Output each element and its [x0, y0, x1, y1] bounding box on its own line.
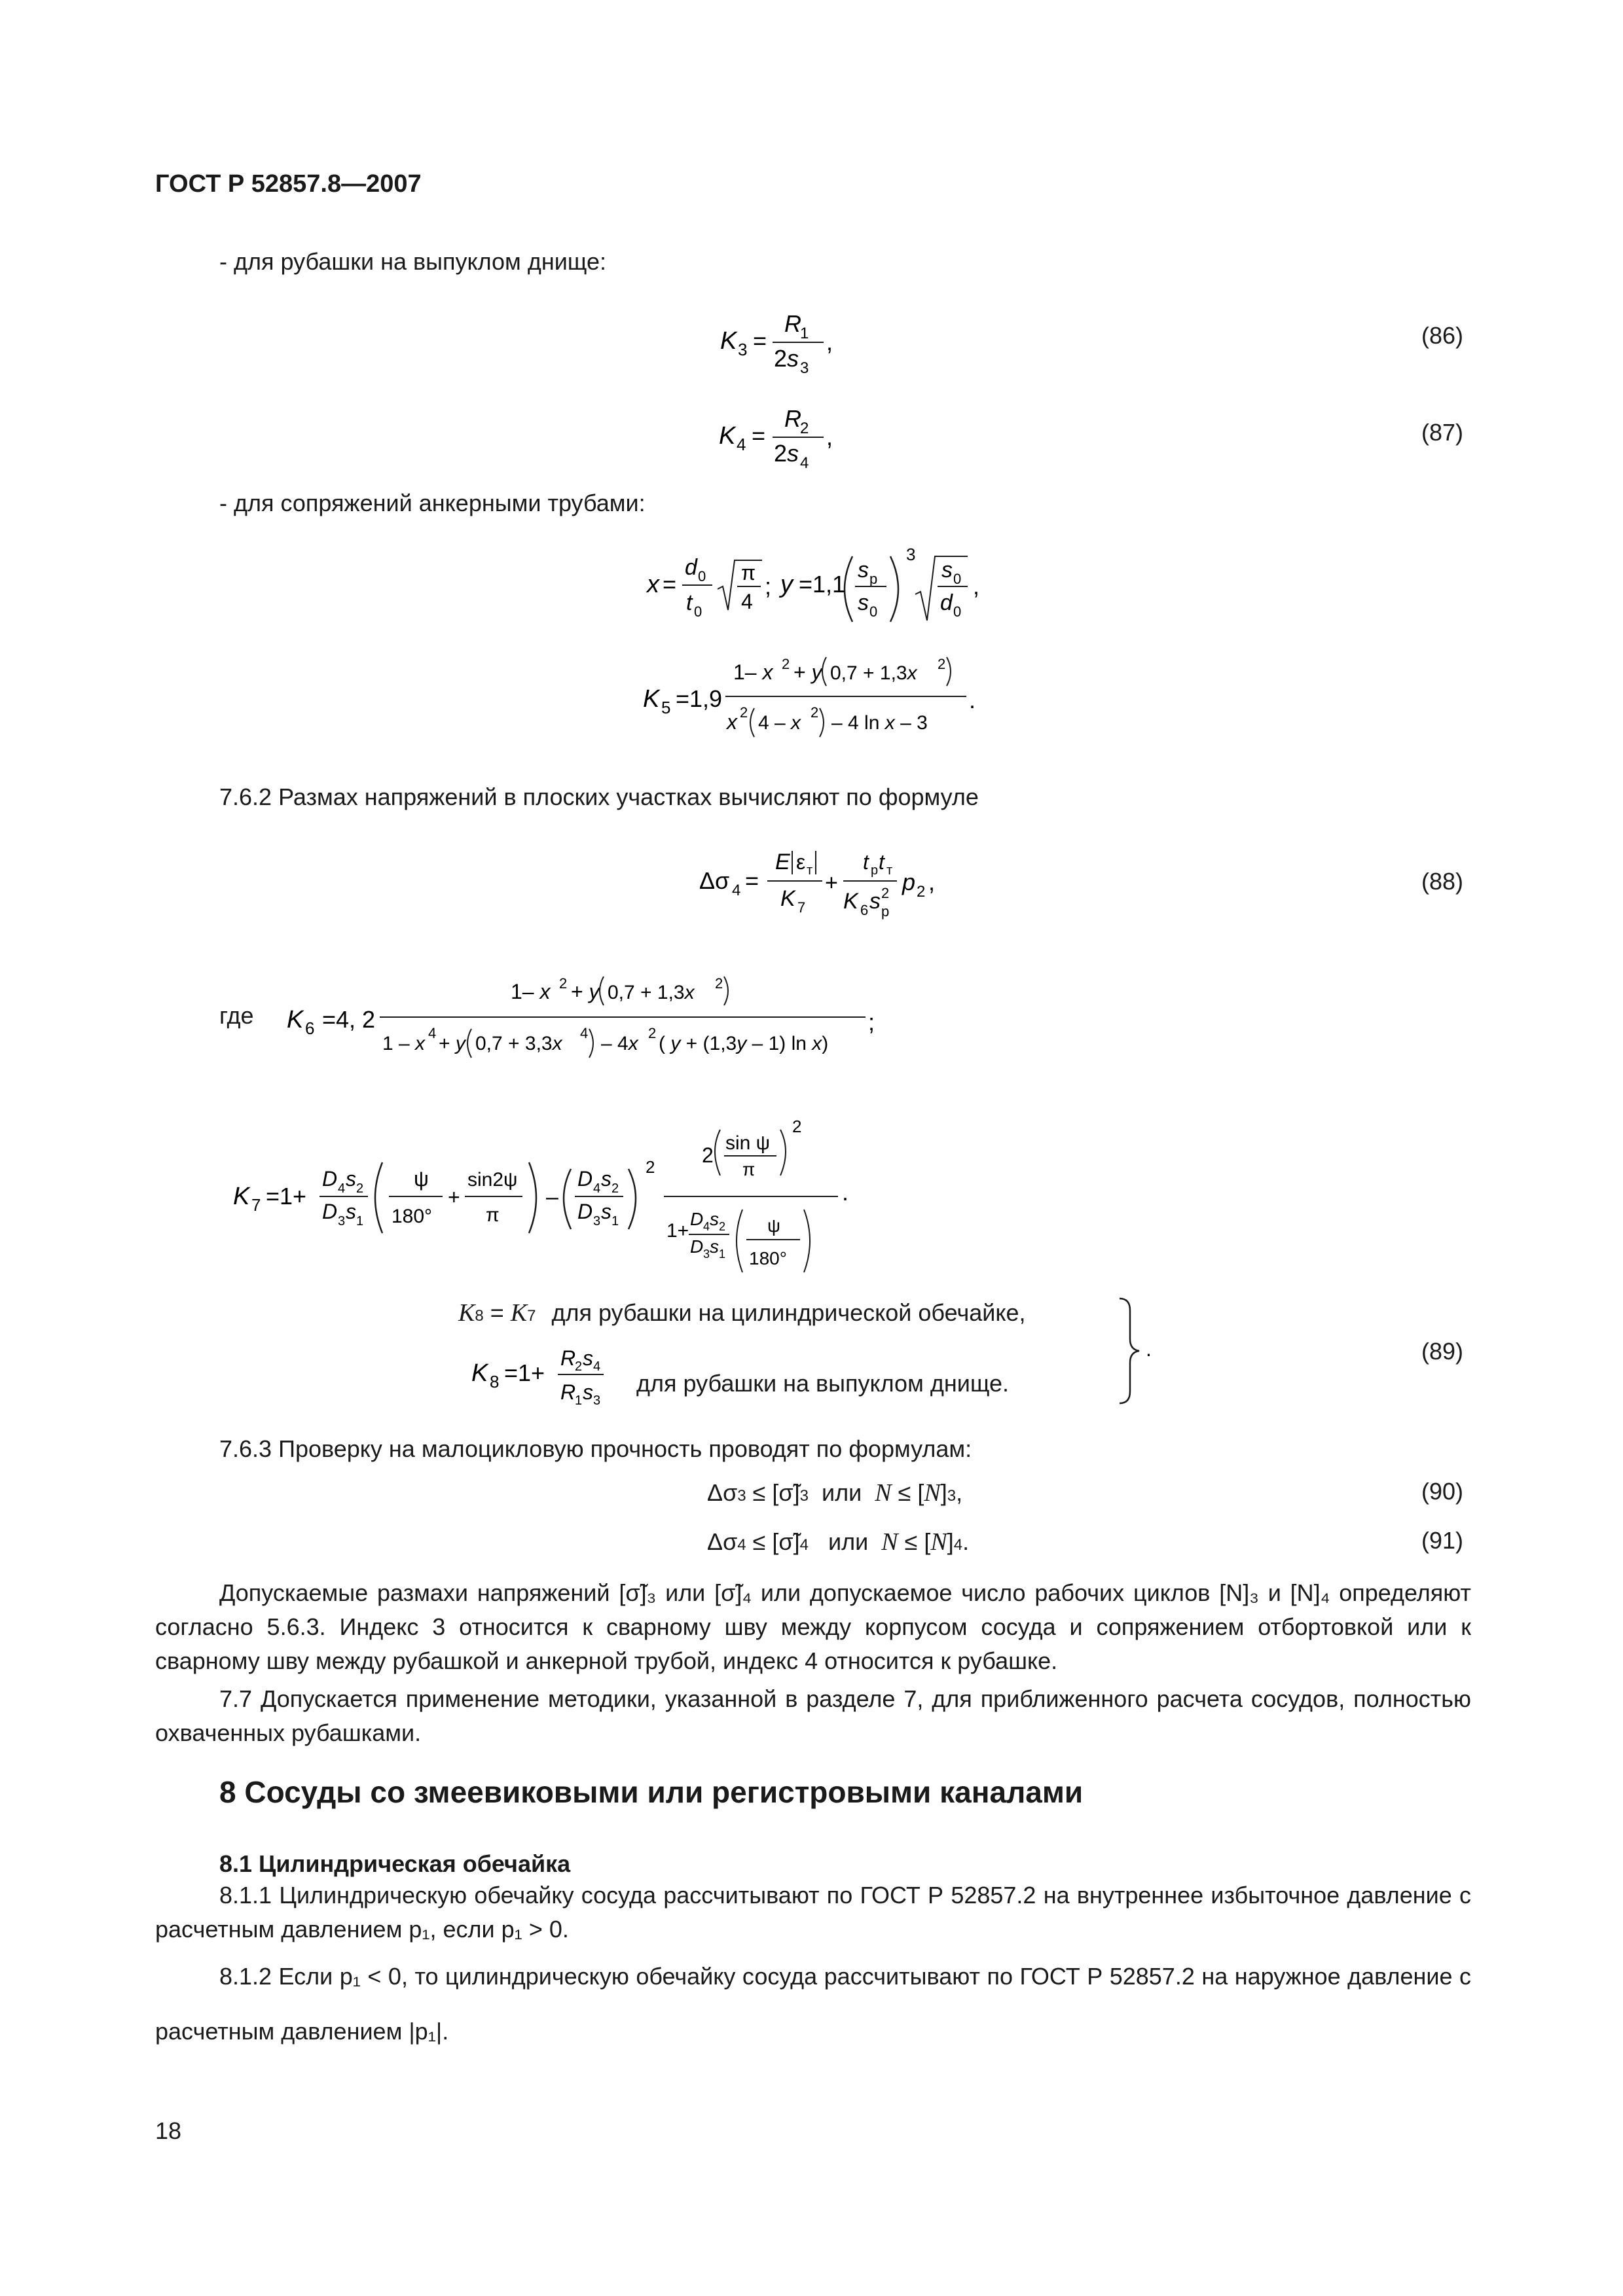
svg-text:0: 0 [694, 603, 702, 620]
svg-text:2s: 2s [774, 345, 799, 372]
svg-text:2: 2 [917, 883, 926, 901]
svg-text:7: 7 [251, 1195, 261, 1215]
svg-text:R: R [784, 310, 801, 337]
svg-text:s: s [583, 1380, 593, 1404]
equation-number-86: (86) [1421, 322, 1463, 349]
svg-text:4: 4 [580, 1025, 589, 1041]
svg-text:,: , [826, 423, 833, 450]
svg-text:( y + (1,3y – 1) ln x): ( y + (1,3y – 1) ln x) [659, 1033, 829, 1054]
svg-text:π: π [741, 561, 756, 584]
svg-text:=: = [753, 327, 767, 354]
svg-text:2: 2 [881, 885, 890, 901]
svg-text:ε: ε [796, 850, 806, 874]
svg-text:=: = [745, 867, 759, 894]
svg-text:y: y [780, 571, 793, 598]
equation-x-y [642, 537, 995, 635]
svg-text:K: K [287, 1006, 304, 1033]
svg-text:4 – x: 4 – x [758, 712, 801, 734]
svg-text:s: s [346, 1200, 356, 1223]
svg-text:=1+: =1+ [266, 1183, 307, 1210]
jacket-convex-bottom-intro: - для рубашки на выпуклом днище: [219, 248, 607, 275]
svg-text:+ y: + y [439, 1033, 465, 1054]
svg-text:p: p [902, 869, 916, 895]
equation-91: Δσ4 ≤ [σ̃]4 или N ≤ [N]4. [707, 1528, 970, 1556]
svg-text:+: + [448, 1185, 460, 1209]
svg-text:t: t [879, 850, 884, 874]
svg-text:π: π [486, 1204, 500, 1226]
paragraph-8-1-2: 8.1.2 Если p₁ < 0, то цилиндрическую обечайку сосуда рассчитывают по ГОСТ Р 52857.2 на наружное давление с расчетным давлением |p₁|. [155, 1963, 1471, 2045]
svg-text:.: . [969, 687, 976, 713]
svg-text:0,7 + 1,3x: 0,7 + 1,3x [830, 662, 917, 684]
equation-number-91: (91) [1421, 1527, 1463, 1554]
svg-text:s: s [710, 1236, 719, 1257]
equation-90: Δσ3 ≤ [σ̃]3 или N ≤ [N]3, [707, 1479, 963, 1507]
svg-text:=: = [663, 571, 677, 598]
svg-text:5: 5 [661, 698, 671, 717]
svg-text:3: 3 [593, 1214, 601, 1229]
k8-convex-text: для рубашки на выпуклом днище. [636, 1370, 1010, 1397]
svg-text:E: E [775, 850, 790, 874]
svg-text:D: D [322, 1200, 338, 1223]
svg-text:R: R [560, 1346, 576, 1370]
equation-86 [714, 298, 884, 383]
svg-text:D: D [577, 1200, 593, 1223]
svg-text:1– x: 1– x [733, 660, 773, 684]
svg-text:,: , [826, 329, 833, 355]
svg-text:+ y: + y [571, 980, 600, 1003]
section-8-heading: 8 Сосуды со змеевиковыми или регистровыми каналами [219, 1775, 1084, 1809]
svg-text:;: ; [765, 573, 772, 600]
svg-text:2: 2 [800, 420, 809, 437]
svg-text:K: K [780, 886, 795, 911]
svg-text:ψ: ψ [767, 1215, 780, 1236]
where-label: где [219, 1002, 254, 1029]
equation-number-90: (90) [1421, 1478, 1463, 1505]
svg-text:1: 1 [800, 325, 809, 342]
page-number: 18 [155, 2117, 182, 2144]
equation-88 [694, 838, 969, 936]
svg-text:s: s [601, 1200, 611, 1223]
svg-text:d: d [685, 555, 697, 580]
svg-text:4: 4 [593, 1181, 601, 1196]
svg-text:R: R [784, 405, 801, 432]
svg-text:s: s [858, 558, 869, 583]
svg-text:4: 4 [703, 1220, 710, 1233]
svg-text:.: . [1146, 1337, 1152, 1361]
svg-text:4: 4 [741, 590, 753, 613]
svg-text:+ y: + y [793, 660, 822, 684]
svg-text:D: D [690, 1236, 704, 1257]
svg-text:x: x [727, 710, 737, 734]
equation-number-88: (88) [1421, 868, 1463, 895]
svg-text:180°: 180° [392, 1206, 433, 1227]
subsection-8-1-heading: 8.1 Цилиндрическая обечайка [219, 1850, 571, 1877]
svg-text:4: 4 [593, 1359, 601, 1374]
svg-text:1: 1 [719, 1247, 726, 1261]
svg-text:2: 2 [702, 1143, 714, 1167]
svg-text:4: 4 [428, 1025, 437, 1041]
equation-k7 [229, 1113, 884, 1283]
paragraph-8-1-1: 8.1.1 Цилиндрическую обечайку сосуда рассчитывают по ГОСТ Р 52857.2 на внутреннее избыточное давление с расчетным давлением p₁, если p₁ > 0. [155, 1882, 1471, 1943]
svg-text:;: ; [868, 1009, 875, 1035]
svg-text:1– x: 1– x [511, 980, 551, 1003]
svg-text:0: 0 [953, 603, 962, 620]
svg-text:1: 1 [611, 1214, 619, 1229]
svg-text:0: 0 [953, 571, 962, 587]
svg-text:2s: 2s [774, 440, 799, 467]
svg-text:D: D [322, 1167, 338, 1191]
svg-text:3: 3 [593, 1393, 601, 1408]
svg-text:3: 3 [800, 359, 809, 377]
svg-text:=1+: =1+ [504, 1359, 545, 1386]
svg-text:K: K [471, 1359, 488, 1387]
svg-text:2: 2 [719, 1220, 726, 1233]
right-brace [1113, 1296, 1165, 1407]
svg-text:2: 2 [938, 656, 946, 672]
svg-text:180°: 180° [749, 1248, 787, 1268]
svg-text:x: x [647, 571, 659, 598]
svg-text:s: s [346, 1167, 356, 1191]
svg-text:р: р [881, 903, 890, 920]
svg-text:R: R [560, 1380, 576, 1404]
svg-text:=1,9: =1,9 [676, 685, 723, 712]
svg-text:7: 7 [797, 899, 806, 916]
svg-text:2: 2 [575, 1359, 583, 1374]
svg-text:s: s [858, 590, 869, 615]
paragraph-7-7: 7.7 Допускается применение методики, указанной в разделе 7, для приближенного расчета сосудов, полностью охваченных рубашками. [155, 1685, 1471, 1746]
svg-text:0,7 + 3,3x: 0,7 + 3,3x [475, 1033, 562, 1054]
svg-text:4: 4 [338, 1181, 346, 1196]
svg-text:d: d [940, 590, 953, 615]
svg-text:sin2ψ: sin2ψ [467, 1169, 518, 1191]
svg-text:=: = [752, 422, 766, 449]
svg-text:–: – [546, 1185, 558, 1210]
svg-text:3: 3 [906, 545, 916, 564]
equation-k6 [282, 967, 910, 1072]
svg-text:,: , [973, 573, 980, 600]
svg-text:,: , [928, 869, 936, 895]
document-id: ГОСТ Р 52857.8—2007 [155, 170, 422, 198]
svg-text:Δσ: Δσ [699, 867, 730, 894]
svg-text:=4, 2: =4, 2 [322, 1006, 376, 1033]
svg-text:4: 4 [732, 882, 741, 899]
svg-text:s: s [601, 1167, 611, 1191]
svg-text:4: 4 [737, 435, 746, 454]
svg-text:2: 2 [782, 656, 790, 672]
svg-text:K: K [719, 422, 736, 450]
svg-text:s: s [869, 889, 881, 914]
svg-text:0: 0 [869, 603, 878, 620]
svg-text:2: 2 [648, 1025, 657, 1041]
svg-text:6: 6 [860, 902, 869, 918]
svg-text:– 4x: – 4x [601, 1033, 638, 1054]
anchor-tubes-intro: - для сопряжений анкерными трубами: [219, 490, 646, 516]
svg-text:K: K [233, 1183, 250, 1210]
k8-line-1: K8 = K7 для рубашки на цилиндрической обечайке, [458, 1299, 1026, 1327]
svg-text:.: . [842, 1179, 849, 1206]
svg-text:3: 3 [703, 1247, 710, 1261]
svg-text:1+: 1+ [666, 1220, 689, 1242]
paragraph-7-6-3: 7.6.3 Проверку на малоцикловую прочность проводят по формулам: [219, 1435, 972, 1462]
svg-text:2: 2 [811, 704, 819, 721]
equation-number-87: (87) [1421, 419, 1463, 446]
svg-text:2: 2 [740, 704, 748, 721]
svg-text:8: 8 [490, 1372, 500, 1391]
svg-text:0,7 + 1,3x: 0,7 + 1,3x [608, 982, 695, 1003]
svg-text:2: 2 [611, 1181, 619, 1196]
equation-k5 [642, 648, 1008, 746]
k8-cylindrical-text: для рубашки на цилиндрической обечайке, [551, 1299, 1026, 1326]
svg-text:π: π [742, 1159, 756, 1179]
equation-number-89: (89) [1421, 1338, 1463, 1365]
svg-text:K: K [643, 685, 660, 713]
svg-text:2: 2 [792, 1117, 802, 1136]
svg-text:т: т [886, 863, 893, 878]
svg-text:ψ: ψ [414, 1167, 429, 1191]
svg-text:– 4 ln x – 3: – 4 ln x – 3 [831, 712, 928, 734]
equation-87 [712, 393, 883, 478]
svg-text:=1,1: =1,1 [799, 571, 846, 598]
svg-text:D: D [690, 1209, 704, 1229]
svg-text:2: 2 [715, 975, 723, 992]
svg-text:K: K [843, 889, 858, 914]
svg-text:4: 4 [800, 454, 809, 472]
svg-text:t: t [863, 850, 869, 874]
svg-text:2: 2 [559, 975, 568, 992]
svg-text:3: 3 [338, 1214, 346, 1229]
svg-text:2: 2 [356, 1181, 364, 1196]
k8-convex-formula [458, 1339, 615, 1418]
svg-text:t: t [686, 590, 693, 615]
svg-text:s: s [941, 558, 953, 583]
svg-text:0: 0 [698, 568, 706, 584]
svg-text:1: 1 [575, 1393, 583, 1408]
svg-text:D: D [577, 1167, 593, 1191]
svg-text:6: 6 [305, 1018, 315, 1038]
equation-89 [458, 1289, 1244, 1420]
svg-text:s: s [710, 1209, 719, 1229]
svg-text:K: K [720, 327, 737, 355]
svg-text:+: + [825, 870, 838, 895]
svg-text:sin ψ: sin ψ [725, 1132, 771, 1154]
svg-text:1 – x: 1 – x [382, 1033, 426, 1054]
allowable-ranges-paragraph: Допускаемые размахи напряжений [σ̃]₃ или [σ̃]₄ или допускаемое число рабочих циклов [N]₃ и [N]₄ определяют согласно 5.6.3. Индекс 3 относится к сварному шву между корпусом сосуда и сопряжением отбортовкой или к сварному шву между рубашкой и анкерной трубой, индекс 4 относится к рубашке. [155, 1579, 1471, 1674]
svg-text:т: т [807, 863, 813, 878]
svg-text:р: р [869, 571, 878, 587]
paragraph-7-6-2: 7.6.2 Размах напряжений в плоских участках вычисляют по формуле [219, 783, 979, 810]
svg-text:р: р [871, 863, 879, 878]
svg-text:2: 2 [646, 1157, 655, 1177]
svg-text:s: s [583, 1346, 593, 1370]
svg-text:1: 1 [356, 1214, 364, 1229]
svg-text:3: 3 [738, 340, 748, 359]
